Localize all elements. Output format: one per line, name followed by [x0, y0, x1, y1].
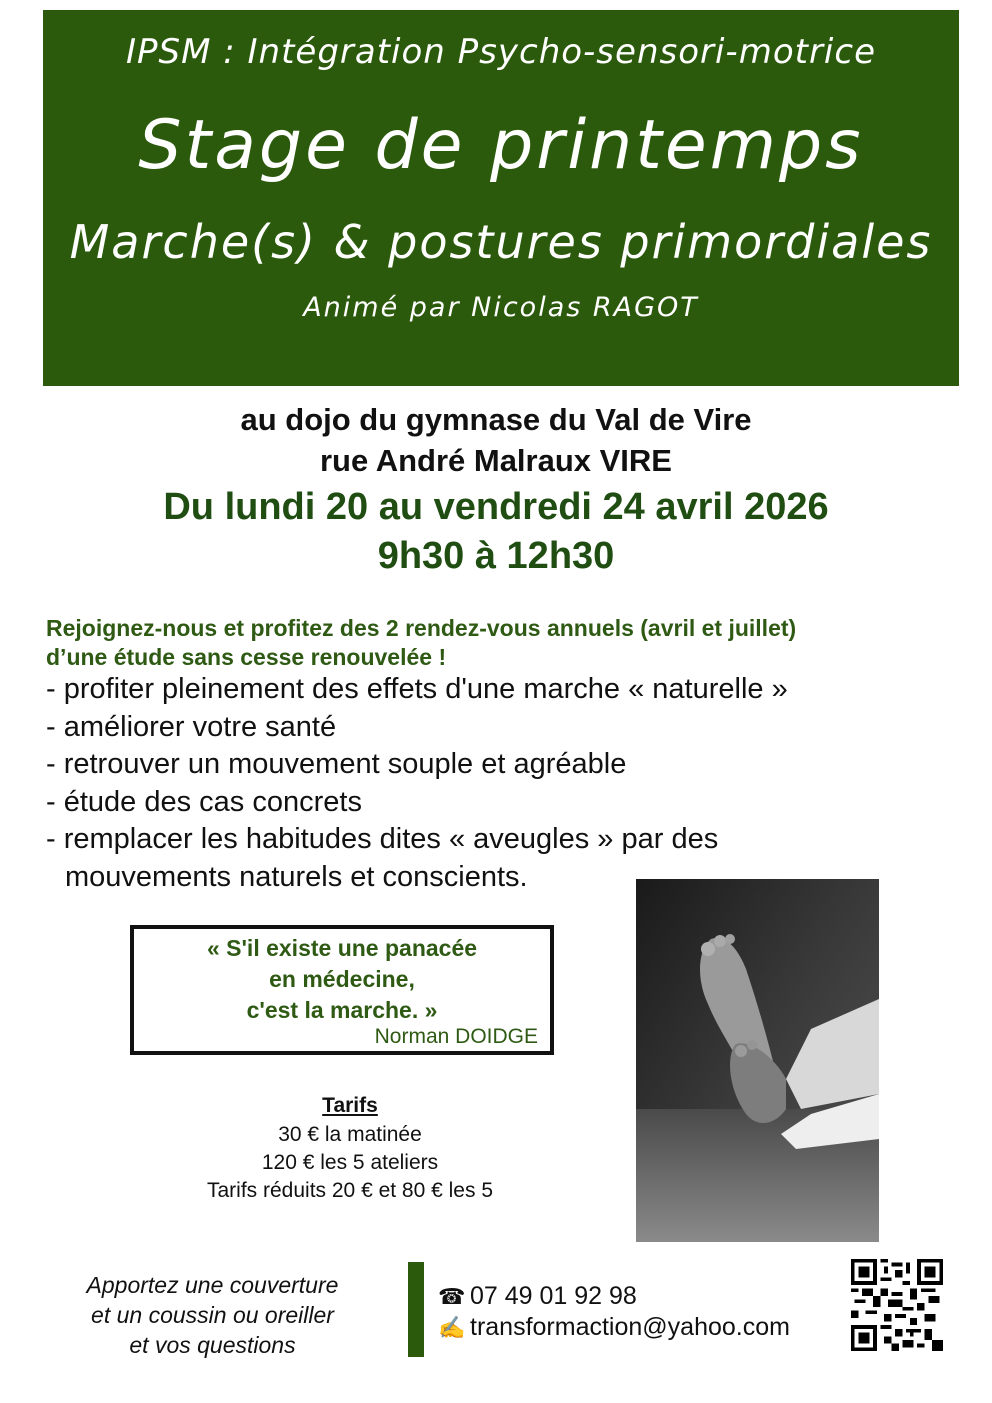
benefit-item-continuation: mouvements naturels et conscients. — [65, 860, 528, 893]
intro-line: d’une étude sans cesse renouvelée ! — [46, 644, 447, 670]
tarif-line: 30 € la matinée — [278, 1123, 422, 1146]
phone-contact[interactable] — [438, 1282, 637, 1311]
banner-title: Stage de printemps — [138, 106, 864, 185]
quote-box — [130, 925, 554, 1055]
quote-line: « S'il existe une panacée — [206, 935, 478, 961]
bring-line: Apportez une couverture — [86, 1272, 339, 1298]
benefit-item: - améliorer votre santé — [46, 710, 337, 743]
tarif-line: Tarifs réduits 20 € et 80 € les 5 — [207, 1179, 493, 1202]
quote-author: Norman DOIDGE — [374, 1025, 538, 1048]
dates-text: Du lundi 20 au vendredi 24 avril 2026 — [163, 486, 829, 528]
intro-line: Rejoignez-nous et profitez des 2 rendez-vous annuels (avril et juillet) — [46, 615, 797, 641]
intro-text — [46, 614, 946, 672]
email-address[interactable]: transformaction@yahoo.com — [470, 1313, 790, 1341]
benefit-item: - remplacer les habitudes dites « aveugles » par des — [46, 823, 719, 855]
qr-code[interactable] — [851, 1259, 943, 1351]
bring-line: et vos questions — [129, 1332, 296, 1358]
banner-theme: Marche(s) & postures primordiales — [69, 215, 933, 269]
bare-feet-photo — [636, 879, 879, 1242]
banner-subtitle: IPSM : Intégration Psycho-sensori-motrice — [125, 32, 876, 72]
banner-host: Animé par Nicolas RAGOT — [303, 292, 699, 323]
street-text: rue André Malraux VIRE — [319, 443, 672, 478]
bring-line: et un coussin ou oreiller — [91, 1302, 334, 1328]
phone-number[interactable]: 07 49 01 92 98 — [470, 1282, 637, 1310]
email-contact[interactable] — [438, 1313, 790, 1342]
phone-icon: ☎ — [438, 1284, 466, 1309]
benefit-item: - profiter pleinement des effets d'une marche « naturelle » — [46, 673, 788, 705]
benefits-list — [46, 671, 946, 896]
hours-text: 9h30 à 12h30 — [377, 535, 615, 577]
quote-line: en médecine, — [269, 966, 415, 992]
quote-line: c'est la marche. » — [246, 997, 438, 1023]
tarif-line: 120 € les 5 ateliers — [261, 1151, 439, 1174]
divider-bar — [408, 1262, 424, 1357]
writing-hand-icon: ✍ — [438, 1315, 466, 1340]
header-banner — [43, 10, 959, 386]
tarifs-title: Tarifs — [322, 1094, 378, 1117]
venue-text: au dojo du gymnase du Val de Vire — [240, 402, 752, 437]
benefit-item: - étude des cas concrets — [46, 785, 362, 818]
benefit-item: - retrouver un mouvement souple et agréable — [46, 748, 627, 780]
